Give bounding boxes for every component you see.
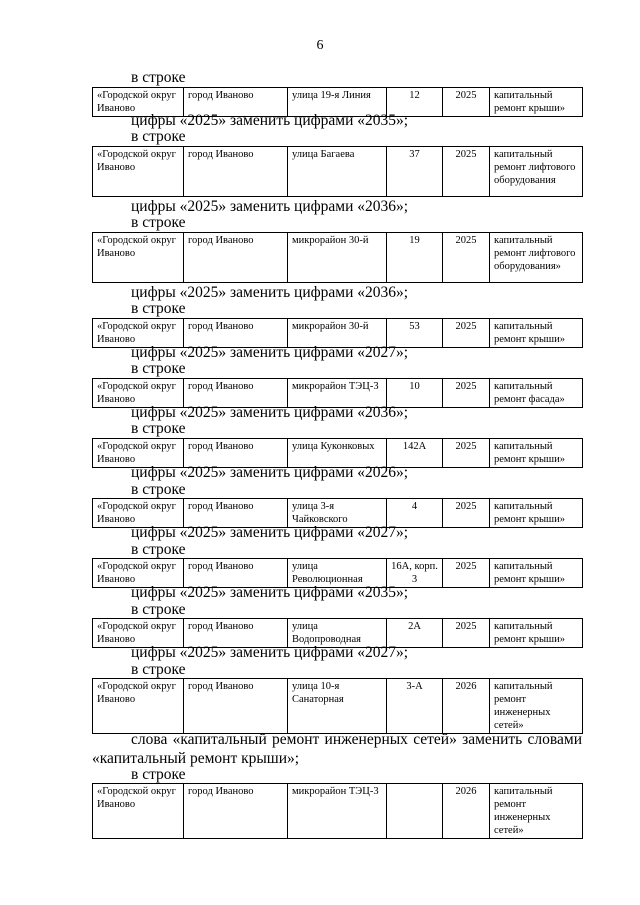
in-row-label: в строке	[131, 541, 186, 558]
city-cell: город Иваново	[184, 379, 288, 408]
house-cell	[387, 784, 443, 839]
municipality-cell: «Городской округ Иваново	[93, 379, 184, 408]
street-cell: улица Революционная	[288, 559, 387, 588]
in-row-label: в строке	[131, 481, 186, 498]
replacement-instruction: цифры «2025» заменить цифрами «2027»;	[131, 524, 409, 541]
replacement-instruction: цифры «2025» заменить цифрами «2026»;	[131, 464, 409, 481]
replacement-instruction: цифры «2025» заменить цифрами «2036»;	[131, 198, 409, 215]
municipality-cell: «Городской округ Иваново	[93, 619, 184, 648]
data-table-row	[92, 232, 583, 283]
year-cell: 2025	[443, 88, 490, 117]
in-row-label: в строке	[131, 300, 186, 317]
municipality-cell: «Городской округ Иваново	[93, 233, 184, 283]
year-cell: 2025	[443, 319, 490, 348]
replacement-instruction: цифры «2025» заменить цифрами «2027»;	[131, 644, 409, 661]
house-cell: 10	[387, 379, 443, 408]
in-row-label: в строке	[131, 420, 186, 437]
house-cell: 2А	[387, 619, 443, 648]
in-row-label: в строке	[131, 360, 186, 377]
municipality-cell: «Городской округ Иваново	[93, 679, 184, 734]
data-table-row	[92, 783, 583, 839]
city-cell: город Иваново	[184, 319, 288, 348]
street-cell: микрорайон 30-й	[288, 319, 387, 348]
house-cell: 142А	[387, 439, 443, 468]
work-type-cell: капитальный ремонт лифтового оборудования	[490, 147, 583, 197]
work-type-cell: капитальный ремонт крыши»	[490, 439, 583, 468]
work-type-cell: капитальный ремонт фасада»	[490, 379, 583, 408]
city-cell: город Иваново	[184, 233, 288, 283]
year-cell: 2025	[443, 147, 490, 197]
street-cell: улица 3-я Чайковского	[288, 499, 387, 528]
work-type-cell: капитальный ремонт крыши»	[490, 499, 583, 528]
house-cell: 53	[387, 319, 443, 348]
city-cell: город Иваново	[184, 147, 288, 197]
words-replacement-line-1: слова «капитальный ремонт инженерных сетей» заменить словами	[131, 731, 582, 748]
municipality-cell: «Городской округ Иваново	[93, 147, 184, 197]
in-row-label: в строке	[131, 214, 186, 231]
year-cell: 2026	[443, 784, 490, 839]
year-cell: 2025	[443, 499, 490, 528]
street-cell: улица 10-я Санаторная	[288, 679, 387, 734]
work-type-cell: капитальный ремонт лифтового оборудования»	[490, 233, 583, 283]
municipality-cell: «Городской округ Иваново	[93, 559, 184, 588]
year-cell: 2025	[443, 379, 490, 408]
words-replacement-instruction	[92, 730, 582, 768]
year-cell: 2025	[443, 233, 490, 283]
in-row-label: в строке	[131, 69, 186, 86]
municipality-cell: «Городской округ Иваново	[93, 499, 184, 528]
municipality-cell: «Городской округ Иваново	[93, 88, 184, 117]
street-cell: улица Водопроводная	[288, 619, 387, 648]
house-cell: 16А, корп. 3	[387, 559, 443, 588]
year-cell: 2025	[443, 559, 490, 588]
in-row-label: в строке	[131, 601, 186, 618]
city-cell: город Иваново	[184, 88, 288, 117]
work-type-cell: капитальный ремонт крыши»	[490, 619, 583, 648]
municipality-cell: «Городской округ Иваново	[93, 784, 184, 839]
in-row-label: в строке	[131, 661, 186, 678]
street-cell: улица Багаева	[288, 147, 387, 197]
data-table-row	[92, 678, 583, 734]
in-row-label: в строке	[131, 128, 186, 145]
year-cell: 2026	[443, 679, 490, 734]
work-type-cell: капитальный ремонт крыши»	[490, 319, 583, 348]
city-cell: город Иваново	[184, 619, 288, 648]
city-cell: город Иваново	[184, 439, 288, 468]
city-cell: город Иваново	[184, 784, 288, 839]
street-cell: микрорайон ТЭЦ-3	[288, 379, 387, 408]
municipality-cell: «Городской округ Иваново	[93, 439, 184, 468]
work-type-cell: капитальный ремонт крыши»	[490, 88, 583, 117]
house-cell: 37	[387, 147, 443, 197]
data-table-row	[92, 146, 583, 197]
work-type-cell: капитальный ремонт инженерных сетей»	[490, 679, 583, 734]
replacement-instruction: цифры «2025» заменить цифрами «2035»;	[131, 584, 409, 601]
city-cell: город Иваново	[184, 499, 288, 528]
street-cell: улица Куконковых	[288, 439, 387, 468]
words-replacement-line-2: «капитальный ремонт крыши»;	[92, 750, 300, 767]
year-cell: 2025	[443, 439, 490, 468]
work-type-cell: капитальный ремонт инженерных сетей»	[490, 784, 583, 839]
city-cell: город Иваново	[184, 679, 288, 734]
replacement-instruction: цифры «2025» заменить цифрами «2035»;	[131, 112, 409, 129]
house-cell: 12	[387, 88, 443, 117]
house-cell: 3-А	[387, 679, 443, 734]
year-cell: 2025	[443, 619, 490, 648]
house-cell: 19	[387, 233, 443, 283]
street-cell: улица 19-я Линия	[288, 88, 387, 117]
house-cell: 4	[387, 499, 443, 528]
street-cell: микрорайон 30-й	[288, 233, 387, 283]
replacement-instruction: цифры «2025» заменить цифрами «2027»;	[131, 344, 409, 361]
work-type-cell: капитальный ремонт крыши»	[490, 559, 583, 588]
replacement-instruction: цифры «2025» заменить цифрами «2036»;	[131, 404, 409, 421]
street-cell: микрорайон ТЭЦ-3	[288, 784, 387, 839]
municipality-cell: «Городской округ Иваново	[93, 319, 184, 348]
city-cell: город Иваново	[184, 559, 288, 588]
page-number: 6	[316, 38, 324, 53]
replacement-instruction: цифры «2025» заменить цифрами «2036»;	[131, 284, 409, 301]
in-row-label: в строке	[131, 766, 186, 783]
